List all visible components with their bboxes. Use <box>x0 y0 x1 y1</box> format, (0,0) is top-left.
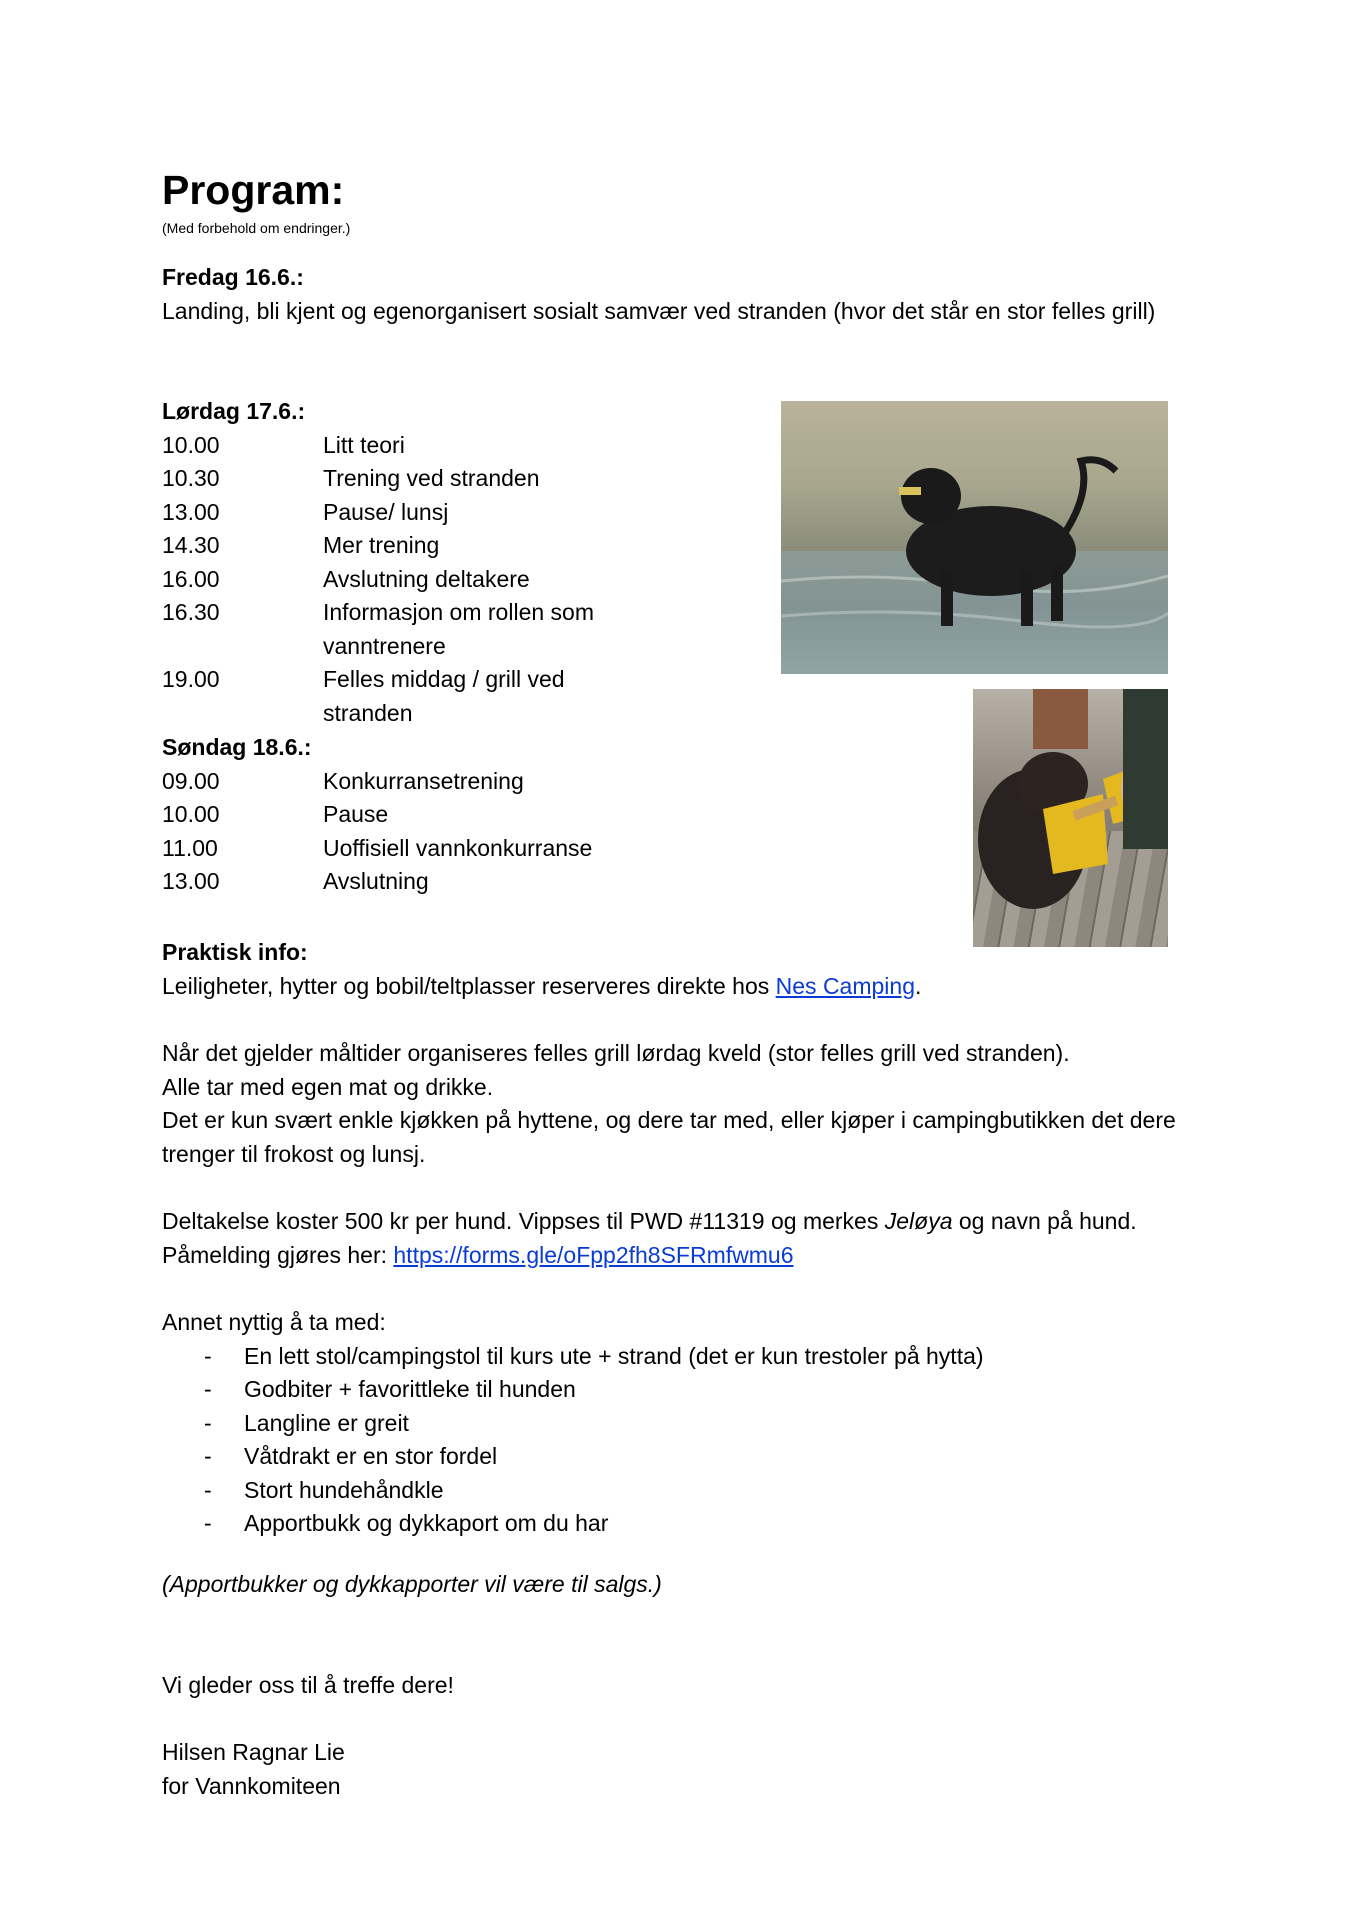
schedule-time: 13.00 <box>162 868 220 894</box>
accommodation-line <box>162 970 1202 1004</box>
saturday-section <box>162 395 653 730</box>
disclaimer-note: (Med forbehold om endringer.) <box>162 220 351 236</box>
schedule-activity: Informasjon om rollen som vanntrenere <box>323 599 594 659</box>
friday-text: Landing, bli kjent og egenorganisert sosialt samvær ved stranden (hvor det står en stor felles grill) <box>162 297 1156 324</box>
sales-section <box>162 1568 1202 1602</box>
schedule-row <box>162 596 653 663</box>
list-item <box>162 1373 1202 1407</box>
fee-text-a: Deltakelse koster 500 kr per hund. Vippses til PWD #11319 og merkes <box>162 1208 879 1234</box>
fee-section <box>162 1205 1202 1272</box>
practical-heading: Praktisk info: <box>162 939 308 965</box>
list-item <box>162 1474 1202 1508</box>
schedule-row <box>162 496 653 530</box>
schedule-time: 14.30 <box>162 532 220 558</box>
fee-text-b: og navn på hund. Påmelding gjøres her: <box>162 1208 1137 1268</box>
sunday-schedule <box>162 765 653 899</box>
schedule-activity: Avslutning <box>323 868 429 894</box>
list-dash: - <box>204 1510 212 1536</box>
list-dash: - <box>204 1409 212 1436</box>
list-item-text: Stort hundehåndkle <box>244 1476 444 1503</box>
sunday-section <box>162 731 653 899</box>
list-item-text: Godbiter + favorittleke til hunden <box>244 1376 576 1402</box>
schedule-time: 16.30 <box>162 599 220 625</box>
signature-line-2: for Vannkomiteen <box>162 1772 341 1799</box>
puppy-with-toy-photo <box>973 689 1168 947</box>
schedule-row <box>162 832 653 866</box>
meals-section <box>162 1037 1202 1171</box>
puppy-illustration <box>973 689 1168 947</box>
schedule-row <box>162 462 653 496</box>
accommodation-end: . <box>915 972 922 999</box>
list-dash: - <box>204 1443 212 1469</box>
schedule-row <box>162 429 653 463</box>
list-item-text: Apportbukk og dykkaport om du har <box>244 1510 609 1536</box>
schedule-activity: Felles middag / grill ved stranden <box>323 666 565 726</box>
schedule-row <box>162 798 653 832</box>
signature-section <box>162 1736 1202 1803</box>
list-dash: - <box>204 1342 212 1369</box>
schedule-row <box>162 765 653 799</box>
schedule-activity: Avslutning deltakere <box>323 565 530 592</box>
friday-section <box>162 261 1202 328</box>
page-title: Program: <box>162 167 345 213</box>
list-dash: - <box>204 1476 212 1503</box>
schedule-activity: Mer trening <box>323 532 440 558</box>
list-item <box>162 1340 1202 1374</box>
list-item <box>162 1440 1202 1474</box>
saturday-schedule <box>162 429 653 731</box>
schedule-activity: Uoffisiell vannkonkurranse <box>323 834 593 861</box>
accommodation-text: Leiligheter, hytter og bobil/teltplasser reserveres direkte hos <box>162 972 770 999</box>
schedule-time: 09.00 <box>162 767 220 794</box>
schedule-row <box>162 865 653 899</box>
schedule-time: 13.00 <box>162 498 220 525</box>
schedule-time: 10.00 <box>162 431 220 458</box>
list-item-text: Våtdrakt er en stor fordel <box>244 1443 498 1469</box>
saturday-heading: Lørdag 17.6.: <box>162 398 306 424</box>
fee-italic: Jeløya <box>884 1208 953 1234</box>
signup-link[interactable]: https://forms.gle/oFpp2fh8SFRmfwmu6 <box>393 1241 794 1268</box>
list-dash: - <box>204 1376 212 1402</box>
schedule-activity: Konkurransetrening <box>323 767 524 794</box>
friday-heading: Fredag 16.6.: <box>162 264 304 290</box>
bring-section <box>162 1306 1202 1541</box>
schedule-activity: Trening ved stranden <box>323 465 540 491</box>
schedule-time: 10.00 <box>162 801 220 827</box>
list-item <box>162 1407 1202 1441</box>
dog-in-water-photo <box>781 401 1168 674</box>
schedule-time: 16.00 <box>162 565 220 592</box>
fee-paragraph <box>162 1205 1202 1272</box>
closing-section <box>162 1669 1202 1703</box>
schedule-activity: Litt teori <box>323 431 405 458</box>
schedule-time: 11.00 <box>162 834 218 861</box>
meals-line-2: Alle tar med egen mat og drikke. <box>162 1073 494 1100</box>
dog-in-water-illustration <box>781 401 1168 674</box>
meals-line-3: Det er kun svært enkle kjøkken på hyttene, og dere tar med, eller kjøper i campingbutikken det dere trenger til frokost og lunsj. <box>162 1107 1176 1167</box>
schedule-row <box>162 529 653 563</box>
signature-line-1: Hilsen Ragnar Lie <box>162 1739 345 1765</box>
list-item-text: En lett stol/campingstol til kurs ute + strand (det er kun trestoler på hytta) <box>244 1342 984 1369</box>
meals-line-1: Når det gjelder måltider organiseres felles grill lørdag kveld (stor felles grill ved stranden). <box>162 1040 1070 1066</box>
schedule-time: 19.00 <box>162 666 220 692</box>
schedule-activity: Pause <box>323 801 389 827</box>
schedule-row <box>162 663 653 730</box>
schedule-row <box>162 563 653 597</box>
bring-heading: Annet nyttig å ta med: <box>162 1309 386 1335</box>
sales-note: (Apportbukker og dykkapporter vil være til salgs.) <box>162 1571 662 1597</box>
list-item-text: Langline er greit <box>244 1409 409 1436</box>
closing-text: Vi gleder oss til å treffe dere! <box>162 1672 454 1698</box>
schedule-activity: Pause/ lunsj <box>323 498 449 525</box>
nes-camping-link[interactable]: Nes Camping <box>775 972 915 999</box>
bring-list <box>162 1340 1202 1541</box>
list-item <box>162 1507 1202 1541</box>
sunday-heading: Søndag 18.6.: <box>162 734 312 760</box>
schedule-time: 10.30 <box>162 465 220 491</box>
